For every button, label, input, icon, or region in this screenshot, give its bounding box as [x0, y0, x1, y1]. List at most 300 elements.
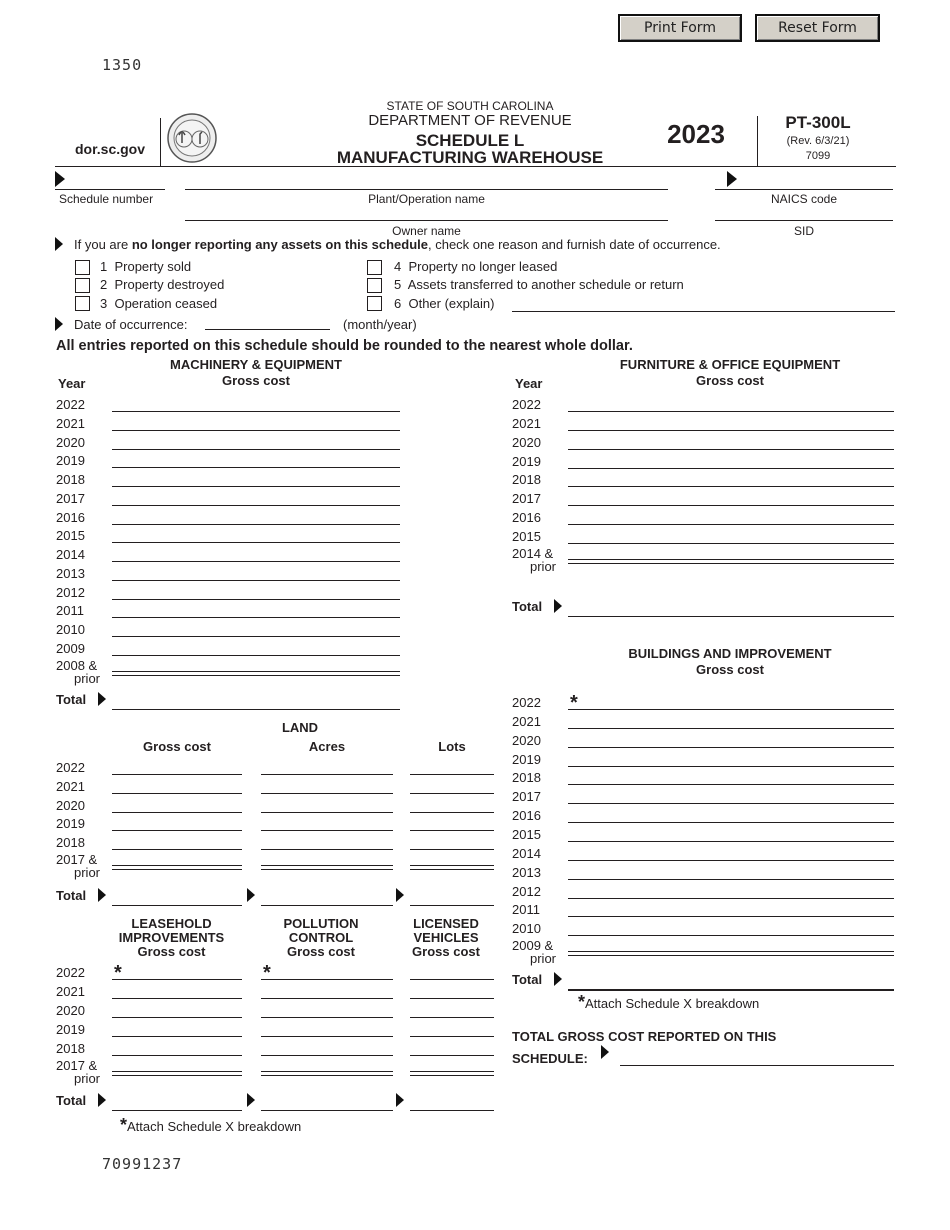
entry-line — [261, 1036, 393, 1037]
year-label: 2010 — [512, 921, 541, 937]
entry-line — [568, 709, 894, 710]
checkbox-assets-transferred[interactable] — [367, 278, 382, 293]
plant-name-input[interactable] — [185, 172, 667, 188]
double-line — [568, 559, 894, 564]
naics-label: NAICS code — [770, 192, 838, 206]
entry-line — [112, 998, 242, 999]
land-input-2[interactable] — [410, 814, 492, 830]
pointer-arrow-icon — [601, 1045, 609, 1059]
entry-line — [568, 879, 894, 880]
other-assets-input-2[interactable] — [410, 1020, 492, 1036]
date-of-occurrence-input[interactable] — [205, 313, 329, 329]
pollution-control-header: POLLUTION CONTROL Gross cost — [283, 916, 359, 959]
other-assets-input-2[interactable] — [410, 1001, 492, 1017]
tax-year: 2023 — [667, 119, 725, 149]
entry-line — [410, 812, 494, 813]
entry-line — [112, 617, 400, 618]
land-acres-header: Acres — [308, 739, 346, 754]
year-label: 2016 — [512, 808, 541, 824]
other-assets-total-input-1[interactable] — [261, 1093, 391, 1109]
furniture-input-0[interactable] — [568, 433, 892, 449]
total-line — [410, 1110, 494, 1111]
schedule-number-line — [55, 189, 165, 190]
prior-label: prior — [74, 670, 101, 686]
other-explain-input[interactable] — [512, 294, 894, 310]
entry-line — [568, 468, 894, 469]
total-line — [410, 905, 494, 906]
double-line — [112, 671, 400, 676]
entry-line — [261, 830, 393, 831]
land-input-1[interactable] — [261, 833, 391, 849]
buildings-input-0[interactable] — [568, 844, 892, 860]
other-assets-input-0[interactable] — [112, 1001, 240, 1017]
entry-line — [568, 822, 894, 823]
year-label: 2013 — [56, 565, 85, 581]
form-number: PT-300L — [785, 113, 851, 132]
naics-code-input[interactable] — [715, 172, 893, 188]
year-label: 2017 & — [56, 852, 98, 867]
entry-line — [410, 793, 494, 794]
entry-line — [410, 1036, 494, 1037]
other-assets-input-0[interactable] — [112, 1020, 240, 1036]
entry-line — [261, 812, 393, 813]
pointer-arrow-icon — [98, 888, 106, 902]
year-label: 2018 — [56, 835, 85, 851]
other-assets-input-1[interactable] — [261, 982, 391, 998]
furniture-input-0[interactable] — [568, 489, 892, 505]
year-label: 2009 & — [512, 938, 554, 954]
land-input-1[interactable] — [261, 814, 391, 830]
grand-total-input[interactable] — [620, 1048, 892, 1064]
year-label: 2019 — [56, 816, 85, 832]
form-code-top: 1350 — [102, 56, 143, 74]
entry-line — [112, 812, 242, 813]
pointer-arrow-icon — [554, 599, 562, 613]
other-assets-input-1[interactable] — [261, 1039, 391, 1055]
schedule-number-input[interactable] — [57, 172, 165, 188]
entry-line — [112, 505, 400, 506]
land-gross-cost-header: Gross cost — [143, 739, 211, 754]
entry-line — [261, 979, 393, 980]
year-label: 2018 — [512, 770, 541, 786]
double-line — [261, 865, 393, 870]
year-label: 2019 — [512, 453, 541, 469]
year-label: 2013 — [512, 864, 541, 880]
reset-form-button[interactable]: Reset Form — [755, 14, 880, 42]
option-3-label: 3 Operation ceased — [100, 296, 218, 311]
header-divider-right — [757, 116, 758, 166]
entry-line — [261, 774, 393, 775]
land-input-1[interactable] — [261, 758, 391, 774]
land-input-0[interactable] — [112, 814, 240, 830]
total-label: Total — [56, 692, 87, 707]
schedule-number-label: Schedule number — [59, 192, 154, 206]
entry-line — [112, 430, 400, 431]
entry-line — [568, 916, 894, 917]
pointer-arrow-icon — [554, 972, 562, 986]
machinery-input-0[interactable] — [112, 433, 398, 449]
land-input-2[interactable] — [410, 777, 492, 793]
buildings-gross-cost-label: Gross cost — [696, 662, 764, 677]
year-label: 2022 — [56, 760, 85, 775]
land-input-2[interactable] — [410, 758, 492, 774]
year-label: 2020 — [56, 434, 85, 450]
checkbox-operation-ceased[interactable] — [75, 296, 90, 311]
year-label: 2010 — [56, 622, 85, 637]
pointer-arrow-icon — [98, 692, 106, 706]
machinery-input-0[interactable] — [112, 545, 398, 561]
year-label: 2016 — [56, 509, 85, 525]
double-line — [261, 1071, 393, 1076]
other-explain-line — [512, 311, 895, 312]
option-5-label: 5 Assets transferred to another schedule or return — [394, 277, 684, 292]
double-line — [410, 1071, 494, 1076]
attach-note-left: *Attach Schedule X breakdown — [120, 1115, 302, 1135]
total-label: Total — [56, 1093, 87, 1108]
pointer-arrow-icon — [98, 1093, 106, 1107]
pointer-arrow-icon — [396, 888, 404, 902]
date-format-hint: (month/year) — [343, 317, 417, 332]
entry-line — [112, 1036, 242, 1037]
grand-total-line — [620, 1065, 894, 1066]
form-code: 7099 — [805, 150, 831, 162]
buildings-input-0[interactable] — [568, 750, 892, 766]
entry-line — [112, 524, 400, 525]
checkbox-property-sold[interactable] — [75, 260, 90, 275]
owner-name-line — [185, 220, 668, 221]
other-assets-input-2[interactable] — [410, 982, 492, 998]
furniture-input-0[interactable] — [568, 452, 892, 468]
entry-line — [568, 449, 894, 450]
entry-line — [568, 728, 894, 729]
furniture-input-0[interactable] — [568, 527, 892, 543]
asterisk-icon: * — [114, 962, 122, 984]
year-label: 2018 — [512, 472, 541, 488]
furniture-input-0[interactable] — [568, 395, 892, 411]
year-label: 2017 & — [56, 1058, 98, 1073]
buildings-title: BUILDINGS AND IMPROVEMENT — [628, 646, 832, 661]
year-label: 2022 — [56, 397, 85, 412]
sid-line — [715, 220, 893, 221]
entry-line — [112, 580, 400, 581]
entry-line — [261, 1017, 393, 1018]
entry-line — [112, 979, 242, 980]
other-assets-input-0[interactable] — [112, 1039, 240, 1055]
other-assets-total-input-0[interactable] — [112, 1093, 240, 1109]
owner-name-label: Owner name — [392, 224, 461, 238]
state-name: STATE OF SOUTH CAROLINA — [386, 99, 554, 113]
entry-line — [410, 774, 494, 775]
naics-line — [715, 189, 893, 190]
pointer-arrow-icon — [247, 888, 255, 902]
machinery-input-0[interactable] — [112, 620, 398, 636]
year-label: 2015 — [512, 826, 541, 842]
year-label: 2020 — [56, 797, 85, 813]
entry-line — [112, 793, 242, 794]
total-line — [261, 1110, 393, 1111]
entry-line — [568, 524, 894, 525]
total-label: Total — [56, 888, 87, 903]
buildings-input-0[interactable] — [568, 768, 892, 784]
sid-label: SID — [793, 224, 814, 238]
leasehold-header: LEASEHOLD IMPROVEMENTS Gross cost — [118, 916, 225, 959]
furniture-input-0[interactable] — [568, 414, 892, 430]
total-line — [568, 989, 894, 991]
year-label: 2009 — [56, 640, 85, 656]
entry-line — [568, 411, 894, 412]
land-total-input-2[interactable] — [410, 888, 492, 904]
land-input-2[interactable] — [410, 796, 492, 812]
entry-line — [112, 467, 400, 468]
year-label: 2021 — [512, 415, 541, 431]
land-input-2[interactable] — [410, 833, 492, 849]
buildings-input-0[interactable] — [568, 919, 892, 935]
no-longer-instructions: If you are no longer reporting any assets on this schedule, check one reason and furnish date of occurrence. — [74, 237, 721, 252]
machinery-input-0[interactable] — [112, 451, 398, 467]
sid-input[interactable] — [715, 203, 893, 219]
machinery-input-0[interactable] — [112, 489, 398, 505]
machinery-input-0[interactable] — [112, 470, 398, 486]
department-name: DEPARTMENT OF REVENUE — [368, 112, 572, 129]
year-label: 2019 — [56, 1022, 85, 1037]
land-title: LAND — [281, 720, 319, 735]
pointer-arrow-icon — [55, 237, 63, 251]
pointer-arrow-icon — [247, 1093, 255, 1107]
land-total-input-0[interactable] — [112, 888, 240, 904]
entry-line — [568, 747, 894, 748]
entry-line — [112, 486, 400, 487]
buildings-input-0[interactable] — [568, 825, 892, 841]
year-label: 2020 — [512, 732, 541, 748]
entry-line — [568, 505, 894, 506]
checkbox-other[interactable] — [367, 296, 382, 311]
machinery-input-0[interactable] — [112, 395, 398, 411]
entry-line — [568, 841, 894, 842]
year-label: 2008 & — [56, 657, 98, 673]
asterisk-icon: * — [263, 962, 271, 984]
machinery-input-0[interactable] — [112, 564, 398, 580]
prior-label: prior — [74, 865, 101, 880]
year-label: 2017 — [512, 789, 541, 805]
option-6-label: 6 Other (explain) — [394, 296, 495, 311]
other-assets-input-2[interactable] — [410, 963, 492, 979]
entry-line — [410, 830, 494, 831]
machinery-year-header: Year — [58, 376, 86, 391]
other-assets-input-1[interactable] — [261, 1001, 391, 1017]
prior-label: prior — [530, 558, 557, 574]
pointer-arrow-icon — [55, 317, 63, 331]
entry-line — [112, 542, 400, 543]
entry-line — [568, 935, 894, 936]
buildings-input-0[interactable] — [568, 692, 892, 714]
entry-line — [261, 793, 393, 794]
website: dor.sc.gov — [75, 141, 146, 157]
total-line — [261, 905, 393, 906]
form-revision: (Rev. 6/3/21) — [786, 135, 850, 147]
year-label: 2022 — [512, 397, 541, 412]
year-label: 2020 — [56, 1003, 85, 1018]
buildings-total-input-0[interactable] — [568, 972, 892, 988]
entry-line — [112, 411, 400, 412]
entry-line — [112, 1017, 242, 1018]
land-lots-header: Lots — [438, 739, 466, 754]
print-form-button[interactable]: Print Form — [618, 14, 742, 42]
sc-seal-icon — [167, 113, 217, 163]
year-label: 2016 — [512, 510, 541, 526]
plant-name-label: Plant/Operation name — [368, 192, 485, 206]
entry-line — [410, 979, 494, 980]
entry-line — [112, 774, 242, 775]
year-label: 2014 — [512, 845, 541, 861]
grand-total-label-line2: SCHEDULE: — [512, 1051, 588, 1066]
machinery-total-input-0[interactable] — [112, 692, 398, 708]
total-line — [568, 616, 894, 617]
entry-line — [568, 543, 894, 544]
machinery-input-0[interactable] — [112, 601, 398, 617]
furniture-year-header: Year — [515, 376, 543, 391]
other-assets-input-2[interactable] — [410, 1039, 492, 1055]
year-label: 2019 — [512, 751, 541, 767]
double-line — [112, 865, 242, 870]
land-total-input-1[interactable] — [261, 888, 391, 904]
entry-line — [568, 430, 894, 431]
machinery-input-0[interactable] — [112, 414, 398, 430]
land-input-0[interactable] — [112, 833, 240, 849]
header-divider — [160, 118, 161, 166]
checkbox-no-longer-leased[interactable] — [367, 260, 382, 275]
double-line — [410, 865, 494, 870]
form-code-bottom: 70991237 — [102, 1155, 183, 1173]
other-assets-input-1[interactable] — [261, 962, 391, 984]
land-input-0[interactable] — [112, 777, 240, 793]
machinery-input-0[interactable] — [112, 639, 398, 655]
year-label: 2015 — [512, 528, 541, 544]
entry-line — [568, 803, 894, 804]
year-label: 2014 & — [512, 545, 554, 561]
date-line — [205, 329, 330, 330]
entry-line — [112, 449, 400, 450]
asterisk-icon: * — [570, 692, 578, 714]
total-line — [112, 709, 400, 710]
entry-line — [112, 1055, 242, 1056]
machinery-gross-cost-label: Gross cost — [222, 373, 290, 388]
buildings-input-0[interactable] — [568, 863, 892, 879]
entry-line — [568, 486, 894, 487]
furniture-gross-cost-label: Gross cost — [696, 373, 764, 388]
option-4-label: 4 Property no longer leased — [394, 259, 558, 274]
option-2-label: 2 Property destroyed — [100, 277, 225, 292]
year-label: 2012 — [512, 883, 541, 899]
entry-line — [261, 998, 393, 999]
licensed-vehicles-header: LICENSED VEHICLES Gross cost — [412, 916, 480, 959]
buildings-input-0[interactable] — [568, 787, 892, 803]
buildings-input-0[interactable] — [568, 882, 892, 898]
header-rule — [55, 166, 896, 167]
buildings-input-0[interactable] — [568, 806, 892, 822]
land-input-1[interactable] — [261, 796, 391, 812]
year-label: 2020 — [512, 434, 541, 450]
year-label: 2018 — [56, 1041, 85, 1056]
prior-label: prior — [530, 951, 557, 967]
form-title: MANUFACTURING WAREHOUSE — [336, 148, 604, 167]
land-input-0[interactable] — [112, 758, 240, 774]
year-label: 2011 — [56, 603, 84, 619]
total-line — [112, 1110, 242, 1111]
total-line — [112, 905, 242, 906]
grand-total-label-line1: TOTAL GROSS COST REPORTED ON THIS — [512, 1029, 777, 1044]
other-assets-input-1[interactable] — [261, 1020, 391, 1036]
year-label: 2012 — [56, 584, 85, 600]
entry-line — [261, 1055, 393, 1056]
buildings-input-0[interactable] — [568, 900, 892, 916]
option-1-label: 1 Property sold — [100, 259, 192, 274]
machinery-input-0[interactable] — [112, 508, 398, 524]
entry-line — [112, 636, 400, 637]
entry-line — [112, 561, 400, 562]
furniture-title: FURNITURE & OFFICE EQUIPMENT — [619, 357, 841, 372]
entry-line — [410, 1017, 494, 1018]
total-label: Total — [512, 599, 543, 614]
rounding-note: All entries reported on this schedule should be rounded to the nearest whole dollar. — [56, 338, 633, 354]
entry-line — [568, 898, 894, 899]
entry-line — [568, 860, 894, 861]
attach-note-right: *Attach Schedule X breakdown — [578, 992, 760, 1012]
other-assets-input-0[interactable] — [112, 982, 240, 998]
land-input-0[interactable] — [112, 796, 240, 812]
entry-line — [410, 998, 494, 999]
year-label: 2015 — [56, 528, 85, 544]
entry-line — [568, 784, 894, 785]
prior-label: prior — [74, 1071, 101, 1086]
year-label: 2018 — [56, 472, 85, 487]
other-assets-total-input-2[interactable] — [410, 1093, 492, 1109]
year-label: 2022 — [56, 965, 85, 980]
year-label: 2011 — [512, 902, 540, 918]
year-label: 2021 — [512, 713, 541, 729]
furniture-total-input-0[interactable] — [568, 599, 892, 615]
land-input-1[interactable] — [261, 777, 391, 793]
buildings-input-0[interactable] — [568, 731, 892, 747]
total-label: Total — [512, 972, 543, 987]
machinery-title: MACHINERY & EQUIPMENT — [170, 357, 342, 372]
buildings-input-0[interactable] — [568, 712, 892, 728]
year-label: 2019 — [56, 453, 85, 469]
checkbox-property-destroyed[interactable] — [75, 278, 90, 293]
year-label: 2017 — [512, 491, 541, 507]
furniture-input-0[interactable] — [568, 470, 892, 486]
entry-line — [410, 1055, 494, 1056]
entry-line — [568, 766, 894, 767]
year-label: 2022 — [512, 695, 541, 710]
year-label: 2021 — [56, 415, 85, 431]
pointer-arrow-icon — [396, 1093, 404, 1107]
entry-line — [112, 830, 242, 831]
double-line — [568, 951, 894, 956]
machinery-input-0[interactable] — [112, 583, 398, 599]
year-label: 2021 — [56, 984, 85, 999]
machinery-input-0[interactable] — [112, 526, 398, 542]
other-assets-input-0[interactable] — [112, 962, 240, 984]
plant-name-line — [185, 189, 668, 190]
date-of-occurrence-label: Date of occurrence: — [74, 317, 188, 332]
year-label: 2014 — [56, 547, 85, 562]
schedule-name: SCHEDULE L — [415, 131, 525, 150]
double-line — [112, 1071, 242, 1076]
entry-line — [112, 599, 400, 600]
furniture-input-0[interactable] — [568, 508, 892, 524]
year-label: 2021 — [56, 778, 85, 794]
owner-name-input[interactable] — [185, 203, 667, 219]
